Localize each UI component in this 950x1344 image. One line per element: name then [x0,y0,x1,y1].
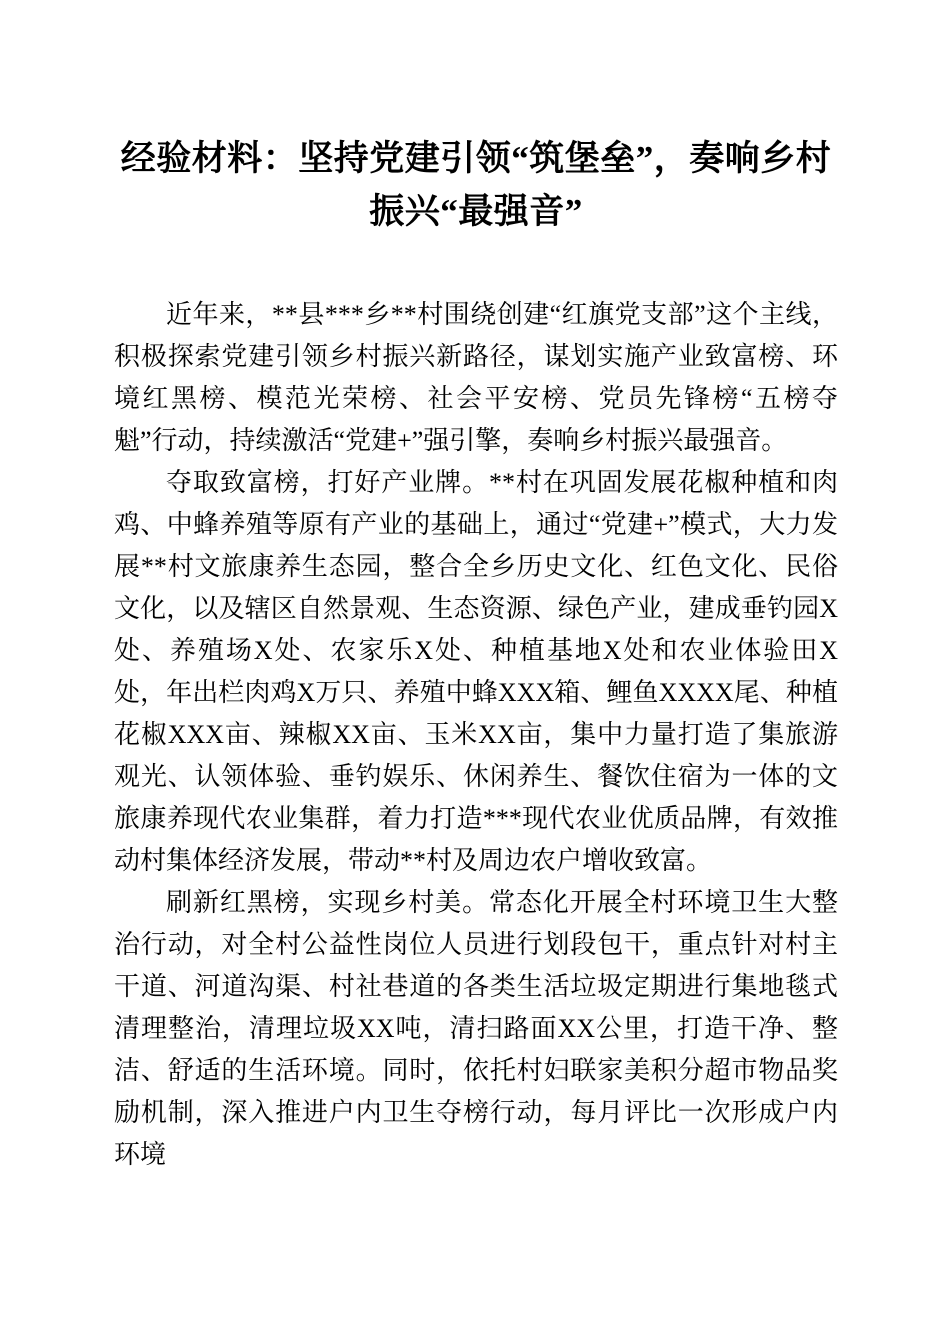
paragraph-intro: 近年来，**县***乡**村围绕创建“红旗党支部”这个主线，积极探索党建引领乡村振兴新路径，谋划实施产业致富榜、环境红黑榜、模范光荣榜、社会平安榜、党员先锋榜“五榜夺魁”行动，持续激活“党建+”强引擎，奏响乡村振兴最强音。 [114,300,838,456]
document-body [114,294,838,1176]
paragraph-environment: 刷新红黑榜，实现乡村美。常态化开展全村环境卫生大整治行动，对全村公益性岗位人员进行划段包干，重点针对村主干道、河道沟渠、村社巷道的各类生活垃圾定期进行集地毯式清理整治，清理垃圾XX吨，清扫路面XX公里，打造干净、整洁、舒适的生活环境。同时，依托村妇联家美积分超市物品奖励机制，深入推进户内卫生夺榜行动，每月评比一次形成户内环境 [114,888,838,1170]
paragraph-industry: 夺取致富榜，打好产业牌。**村在巩固发展花椒种植和肉鸡、中蜂养殖等原有产业的基础上，通过“党建+”模式，大力发展**村文旅康养生态园，整合全乡历史文化、红色文化、民俗文化，以及辖区自然景观、生态资源、绿色产业，建成垂钓园X处、养殖场X处、农家乐X处、种植基地X处和农业体验田X处，年出栏肉鸡X万只、养殖中蜂XXX箱、鲤鱼XXXX尾、种植花椒XXX亩、辣椒XX亩、玉米XX亩，集中力量打造了集旅游观光、认领体验、垂钓娱乐、休闲养生、餐饮住宿为一体的文旅康养现代农业集群，着力打造***现代农业优质品牌，有效推动村集体经济发展，带动**村及周边农户增收致富。 [114,468,838,876]
document-title: 经验材料：坚持党建引领“筑堡垒”，奏响乡村振兴“最强音” [120,139,832,232]
